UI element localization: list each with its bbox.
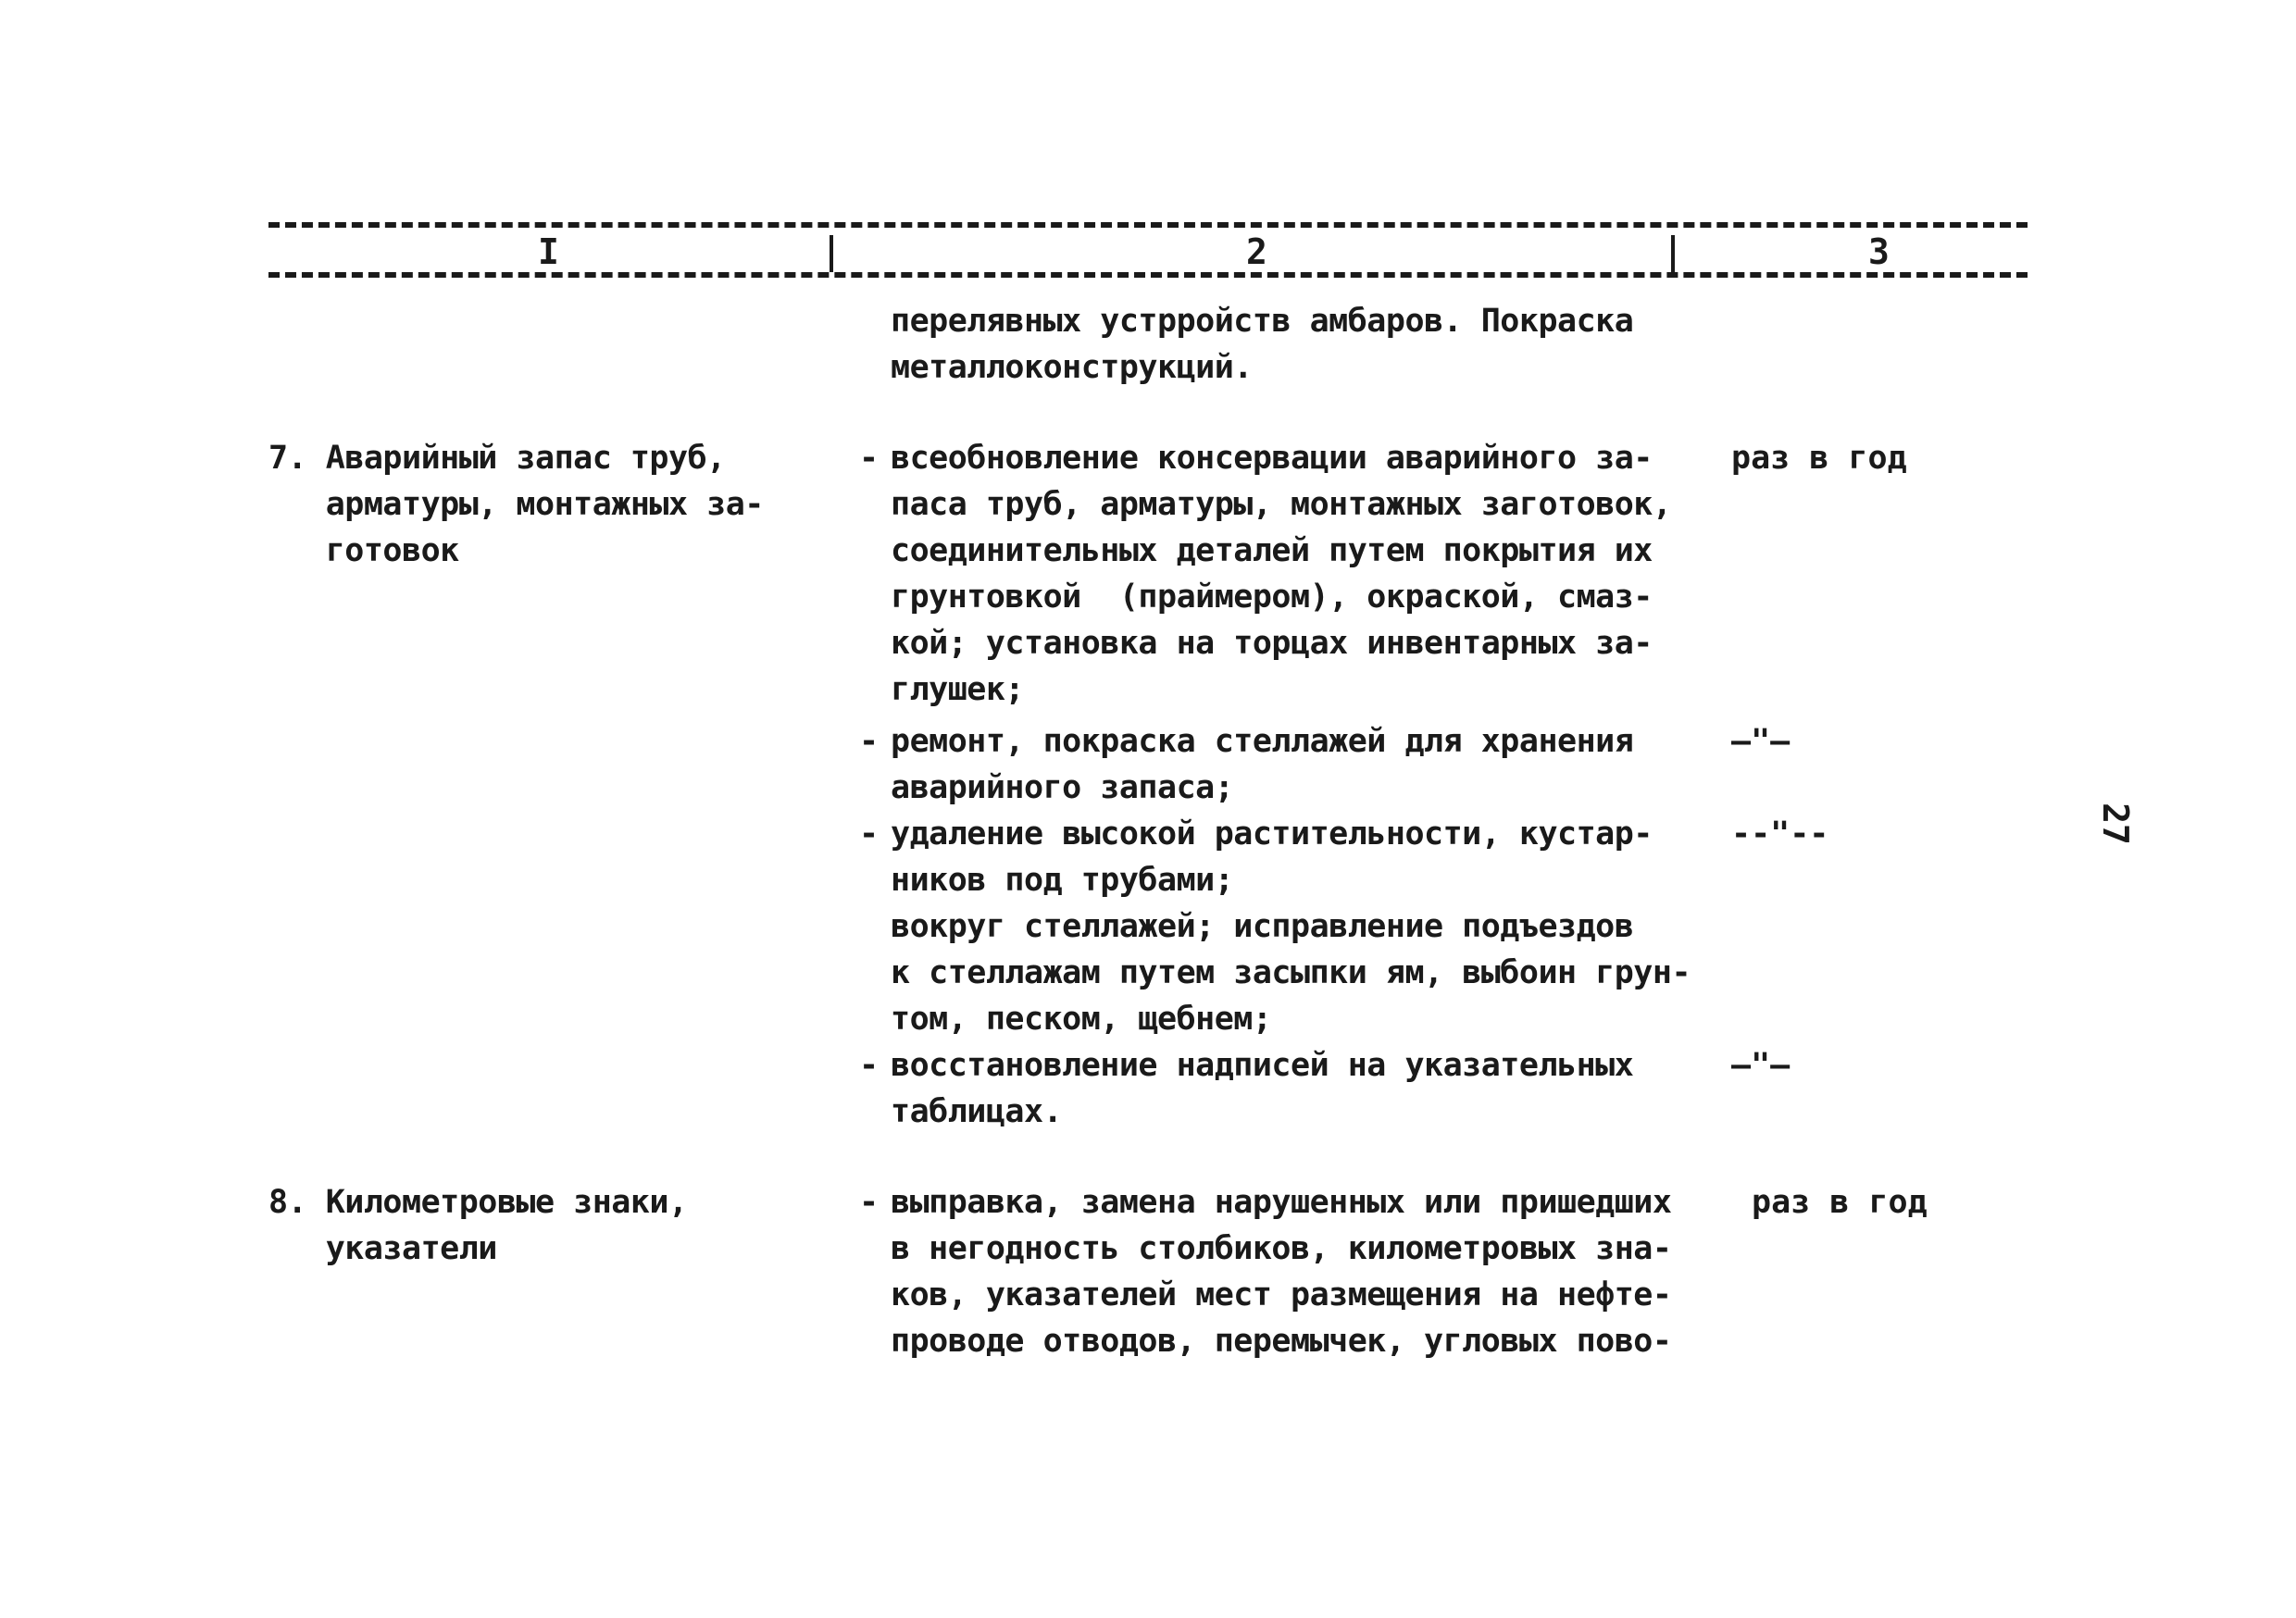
header-top-rule: [268, 222, 2028, 228]
entry-line: том, песком, щебнем;: [891, 1001, 1272, 1038]
entry-line: ников под трубами;: [891, 862, 1234, 899]
entry-line: соединительных деталей путем покрытия их: [891, 532, 1653, 569]
entry-bullet: -: [859, 440, 880, 477]
entry-line: таблицах.: [891, 1093, 1063, 1130]
column-separator: [830, 235, 833, 272]
entry-line: проводе отводов, перемычек, угловых пово-: [891, 1323, 1672, 1360]
entry-line: грунтовкой (праймером), окраской, смаз-: [891, 579, 1653, 616]
item8-title-line: 8. Километровые знаки,: [268, 1184, 688, 1221]
entry-line: в негодность столбиков, километровых зна-: [891, 1230, 1672, 1267]
frequency-value: —"—: [1731, 723, 1791, 760]
frequency-value: раз в год: [1752, 1184, 1928, 1221]
entry-line: выправка, замена нарушенных или пришедших: [891, 1184, 1672, 1221]
entry-line: паса труб, арматуры, монтажных заготовок,: [891, 486, 1672, 523]
entry-bullet: -: [859, 1047, 880, 1084]
item7-title-line: 7. Аварийный запас труб,: [268, 440, 726, 477]
entry-line: кой; установка на торцах инвентарных за-: [891, 625, 1653, 662]
entry-bullet: -: [859, 815, 880, 853]
entry-line: глушек;: [891, 671, 1025, 708]
item7-title-line: арматуры, монтажных за-: [268, 486, 764, 523]
entry-line: вокруг стеллажей; исправление подъездов: [891, 908, 1634, 945]
entry-line: ков, указателей мест размещения на нефте-: [891, 1276, 1672, 1313]
item8-title-line: указатели: [268, 1230, 497, 1267]
column-separator: [1671, 235, 1675, 272]
entry-line: к стеллажам путем засыпки ям, выбоин грун-: [891, 954, 1691, 991]
entry-line: аварийного запаса;: [891, 769, 1234, 806]
entry-line: восстановление надписей на указательных: [891, 1047, 1634, 1084]
column-number-2: 2: [1241, 231, 1273, 272]
column-number-1: I: [532, 231, 565, 272]
entry-line: всеобновление консервации аварийного за-: [891, 440, 1653, 477]
frequency-value: --"--: [1731, 815, 1829, 853]
frequency-value: —"—: [1731, 1047, 1791, 1084]
entry-line: ремонт, покраска стеллажей для хранения: [891, 723, 1634, 760]
page-number: 27: [2094, 803, 2136, 845]
column-number-3: 3: [1863, 231, 1895, 272]
item7-title-line: готовок: [268, 532, 459, 569]
continuation-line: перелявных устрройств амбаров. Покраска: [891, 303, 1634, 340]
header-bottom-rule: [268, 272, 2028, 278]
entry-bullet: -: [859, 723, 880, 760]
continuation-line: металлоконструкций.: [891, 349, 1253, 386]
entry-line: удаление высокой растительности, кустар-: [891, 815, 1653, 853]
frequency-value: раз в год: [1731, 440, 1907, 477]
entry-bullet: -: [859, 1184, 880, 1221]
